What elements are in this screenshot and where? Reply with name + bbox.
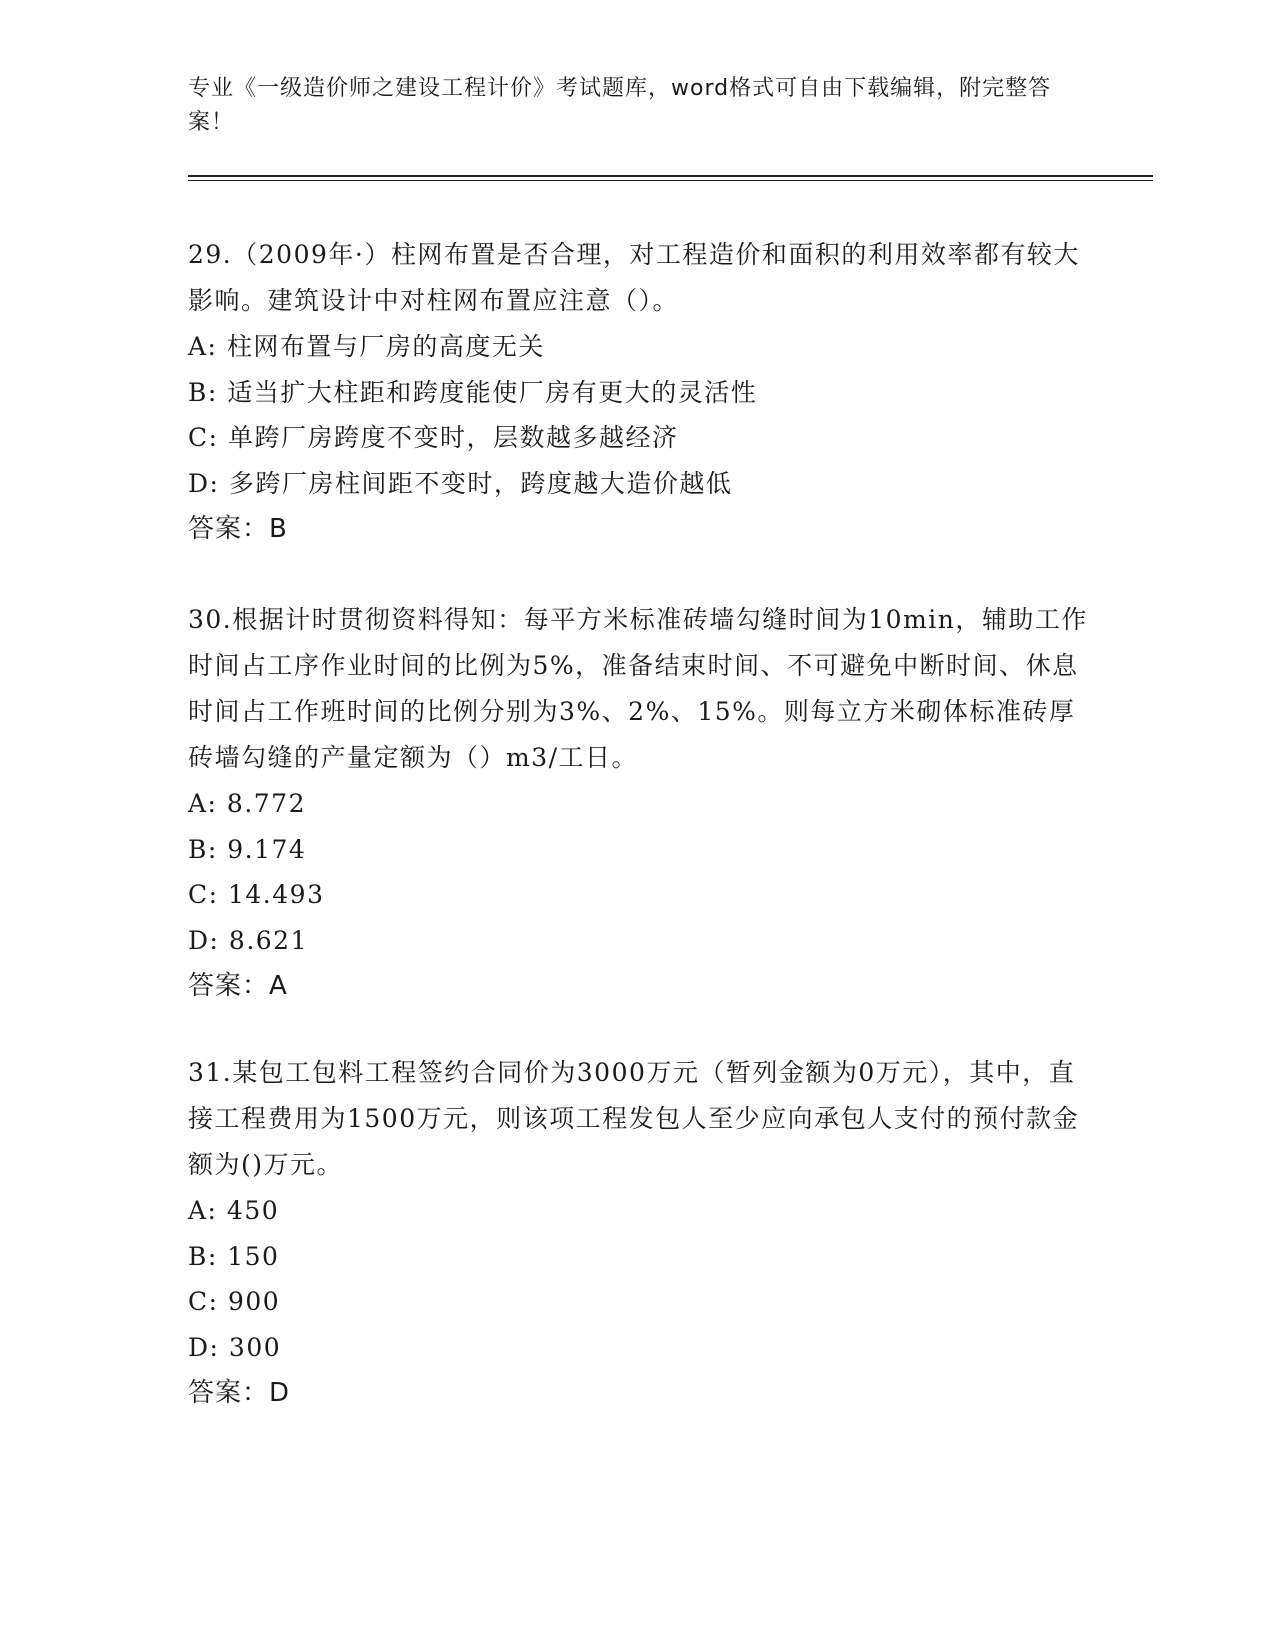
answer: 答案：D — [188, 1378, 291, 1408]
option-c: C: 900 — [188, 1287, 281, 1316]
option-a: A: 8.772 — [188, 789, 306, 818]
answer: 答案：B — [188, 514, 288, 544]
question-text: 30.根据计时贯彻资料得知：每平方米标准砖墙勾缝时间为10min，辅助工作时间占工序作业时间的比例为5%，准备结束时间、不可避免中断时间、休息时间占工作班时间的比例分别为3%、2%、15%。则每立方米砌体标准砖厚砖墙勾缝的产量定额为（）m3/工日。 — [188, 605, 1088, 772]
question-30 — [188, 597, 1088, 1009]
header-divider — [188, 175, 1153, 181]
option-d: D: 多跨厂房柱间距不变时，跨度越大造价越低 — [188, 468, 733, 498]
answer: 答案：A — [188, 971, 288, 1001]
question-text: 31.某包工包料工程签约合同价为3000万元（暂列金额为0万元），其中，直接工程费用为1500万元，则该项工程发包人至少应向承包人支付的预付款金额为()万元。 — [188, 1058, 1080, 1179]
option-d: D: 8.621 — [188, 925, 308, 955]
option-b: B: 9.174 — [188, 834, 307, 864]
option-b: B: 适当扩大柱距和跨度能使厂房有更大的灵活性 — [188, 377, 758, 407]
question-text: 29.（2009年·）柱网布置是否合理，对工程造价和面积的利用效率都有较大影响。建筑设计中对柱网布置应注意（）。 — [188, 240, 1080, 315]
option-a: A: 柱网布置与厂房的高度无关 — [188, 332, 545, 361]
question-29 — [188, 232, 1088, 552]
option-d: D: 300 — [188, 1332, 282, 1362]
document-header: 专业《一级造价师之建设工程计价》考试题库，word格式可自由下载编辑，附完整答案！ — [188, 76, 1052, 135]
option-c: C: 单跨厂房跨度不变时，层数越多越经济 — [188, 423, 679, 452]
question-31 — [188, 1050, 1088, 1416]
option-b: B: 150 — [188, 1241, 280, 1271]
document-page — [188, 0, 1148, 1650]
option-a: A: 450 — [188, 1196, 280, 1225]
option-c: C: 14.493 — [188, 880, 325, 909]
